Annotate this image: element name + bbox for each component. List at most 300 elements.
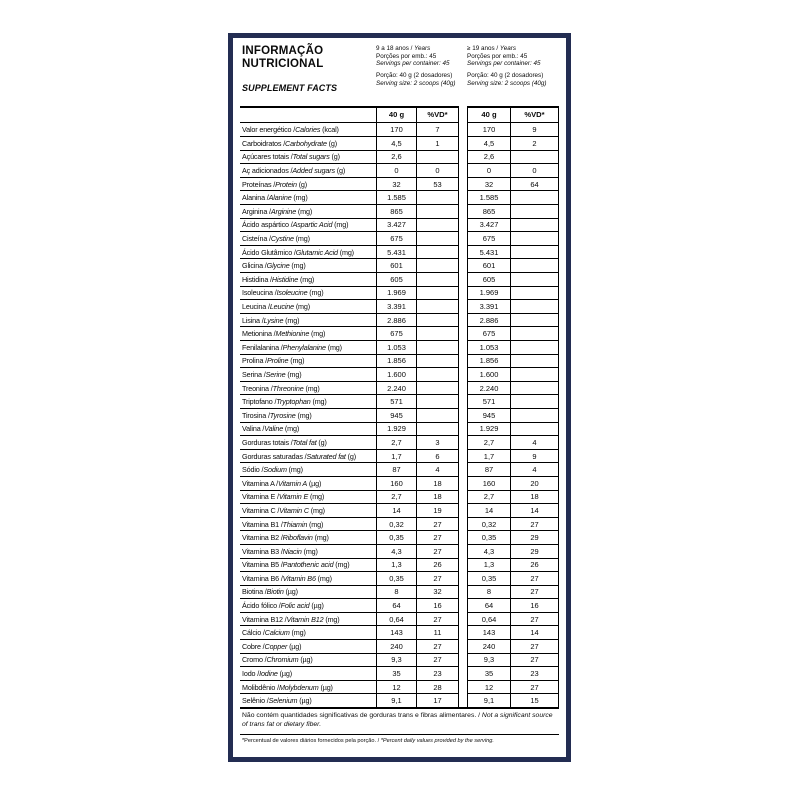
amount-cell-2: 9,1 (467, 693, 510, 707)
dv-cell-1 (416, 258, 459, 272)
amount-cell-1: 2,7 (376, 435, 416, 449)
amount-cell-2: 945 (467, 408, 510, 422)
dv-cell-1 (416, 299, 459, 313)
amount-cell-1: 865 (376, 204, 416, 218)
gap-cell (459, 299, 467, 313)
dv-cell-1 (416, 367, 459, 381)
table-row (240, 163, 559, 177)
row-label: Histidina / Histidine (mg) (240, 272, 376, 286)
dv-cell-2: 27 (510, 653, 559, 667)
dv-cell-1: 53 (416, 177, 459, 191)
row-label: Isoleucina / Isoleucine (mg) (240, 286, 376, 300)
gap-cell (459, 150, 467, 164)
dv-cell-2: 2 (510, 136, 559, 150)
dv-cell-1: 18 (416, 476, 459, 490)
row-label: Cobre / Copper (µg) (240, 639, 376, 653)
amount-cell-1: 5.431 (376, 245, 416, 259)
dv-cell-1 (416, 313, 459, 327)
gap-cell (459, 190, 467, 204)
amount-cell-1: 0,35 (376, 571, 416, 585)
table-row (240, 367, 559, 381)
dv-cell-1: 16 (416, 598, 459, 612)
amount-cell-2: 170 (467, 123, 510, 137)
table-row (240, 340, 559, 354)
dv-cell-2: 16 (510, 598, 559, 612)
table-row (240, 177, 559, 191)
table-row (240, 449, 559, 463)
table-row (240, 313, 559, 327)
servings-en-1: Servings per container: 45 (376, 60, 450, 68)
table-row (240, 218, 559, 232)
amount-cell-2: 1.856 (467, 354, 510, 368)
amount-cell-2: 0 (467, 163, 510, 177)
row-label: Cálcio / Calcium (mg) (240, 625, 376, 639)
amount-header-1: 40 g (376, 106, 416, 123)
row-label: Açúcares totais / Total sugars (g) (240, 150, 376, 164)
dv-cell-1: 1 (416, 136, 459, 150)
amount-cell-2: 2,7 (467, 490, 510, 504)
gap-cell (459, 680, 467, 694)
dv-cell-2 (510, 286, 559, 300)
amount-cell-2: 3.391 (467, 299, 510, 313)
table-row (240, 625, 559, 639)
label-header (240, 38, 559, 106)
dv-cell-1 (416, 204, 459, 218)
amount-cell-1: 1.969 (376, 286, 416, 300)
row-label: Ácido Glutâmico / Glutamic Acid (mg) (240, 245, 376, 259)
table-row (240, 503, 559, 517)
servings-en-2: Servings per container: 45 (467, 60, 541, 68)
dv-cell-2: 18 (510, 490, 559, 504)
amount-cell-1: 1.929 (376, 422, 416, 436)
dv-cell-2: 9 (510, 123, 559, 137)
row-label: Cisteína / Cystine (mg) (240, 231, 376, 245)
amount-cell-2: 12 (467, 680, 510, 694)
amount-cell-1: 0,35 (376, 530, 416, 544)
dv-cell-1 (416, 190, 459, 204)
gap-cell (459, 136, 467, 150)
table-row (240, 299, 559, 313)
gap-cell (459, 286, 467, 300)
dv-cell-2 (510, 218, 559, 232)
row-label: Vitamina E / Vitamin E (mg) (240, 490, 376, 504)
dv-cell-1 (416, 408, 459, 422)
dv-cell-1: 27 (416, 517, 459, 531)
table-row (240, 394, 559, 408)
amount-cell-2: 1,7 (467, 449, 510, 463)
dv-cell-2 (510, 204, 559, 218)
amount-cell-1: 87 (376, 462, 416, 476)
row-label: Vitamina B5 / Pantothenic acid (mg) (240, 558, 376, 572)
gap-cell (459, 612, 467, 626)
row-label: Selênio / Selenium (µg) (240, 693, 376, 707)
table-row (240, 435, 559, 449)
amount-cell-1: 12 (376, 680, 416, 694)
amount-cell-2: 571 (467, 394, 510, 408)
gap-cell (459, 517, 467, 531)
gap-cell (459, 381, 467, 395)
gap-cell (459, 598, 467, 612)
table-row (240, 680, 559, 694)
gap-cell (459, 476, 467, 490)
row-label: Vitamina B6 / Vitamin B6 (mg) (240, 571, 376, 585)
dv-cell-2 (510, 381, 559, 395)
amount-cell-1: 0,32 (376, 517, 416, 531)
amount-cell-2: 1.585 (467, 190, 510, 204)
row-label: Molibdênio / Molybdenum (µg) (240, 680, 376, 694)
gap-cell (459, 245, 467, 259)
row-label: Valor energético / Calories (kcal) (242, 124, 339, 134)
amount-cell-2: 2.886 (467, 313, 510, 327)
row-label: Vitamina A / Vitamin A (µg) (240, 476, 376, 490)
table-row (240, 258, 559, 272)
table-row (240, 558, 559, 572)
dv-cell-1: 26 (416, 558, 459, 572)
amount-cell-2: 35 (467, 666, 510, 680)
row-label: Sódio / Sodium (mg) (240, 462, 376, 476)
table-row (240, 639, 559, 653)
amount-cell-2: 865 (467, 204, 510, 218)
servings-pt-1: Porções por emb.: 45 (376, 52, 437, 60)
label-column-header (240, 106, 376, 123)
amount-cell-2: 0,64 (467, 612, 510, 626)
serving-info-group-2 (467, 45, 559, 106)
footnote-trans-fat: Não contém quantidades significativas de gorduras trans e fibras alimentares. / Not a significant source of trans fat or dietary fiber. (240, 707, 559, 734)
amount-cell-1: 170 (376, 123, 416, 137)
amount-cell-1: 675 (376, 326, 416, 340)
row-label: Fenilalanina / Phenylalanine (mg) (240, 340, 376, 354)
gap-cell (459, 326, 467, 340)
dv-cell-2: 20 (510, 476, 559, 490)
amount-cell-1: 1.600 (376, 367, 416, 381)
amount-cell-1: 3.427 (376, 218, 416, 232)
amount-cell-2: 0,35 (467, 530, 510, 544)
amount-cell-2: 4,3 (467, 544, 510, 558)
dv-cell-1 (416, 218, 459, 232)
title-line-1: INFORMAÇÃO (242, 45, 324, 57)
gap-cell (459, 258, 467, 272)
row-label: Gorduras saturadas / Saturated fat (g) (240, 449, 376, 463)
amount-cell-1: 9,1 (376, 693, 416, 707)
amount-cell-1: 143 (376, 625, 416, 639)
row-label: Cromo / Chromium (µg) (240, 653, 376, 667)
dv-cell-2: 9 (510, 449, 559, 463)
amount-cell-2: 8 (467, 585, 510, 599)
gap-cell (459, 177, 467, 191)
gap-cell (459, 435, 467, 449)
row-label: Iodo / Iodine (µg) (240, 666, 376, 680)
amount-cell-1: 2,6 (376, 150, 416, 164)
dv-cell-2: 14 (510, 625, 559, 639)
row-label: Aç adicionados / Added sugars (g) (240, 163, 376, 177)
amount-cell-1: 1,7 (376, 449, 416, 463)
amount-cell-1: 64 (376, 598, 416, 612)
dv-cell-1: 27 (416, 571, 459, 585)
dv-cell-1: 17 (416, 693, 459, 707)
table-row (240, 286, 559, 300)
amount-cell-1: 8 (376, 585, 416, 599)
gap-cell (459, 106, 467, 123)
gap-cell (459, 313, 467, 327)
nutrition-label (228, 33, 571, 762)
row-label: Triptofano / Tryptophan (mg) (240, 394, 376, 408)
amount-cell-1: 1.585 (376, 190, 416, 204)
amount-cell-1: 1.856 (376, 354, 416, 368)
gap-cell (459, 544, 467, 558)
portion-pt-1: Porção: 40 g (2 dosadores) (376, 72, 453, 80)
gap-cell (459, 163, 467, 177)
amount-cell-2: 601 (467, 258, 510, 272)
gap-cell (459, 354, 467, 368)
row-label: Metionina / Methionine (mg) (240, 326, 376, 340)
table-row (240, 231, 559, 245)
amount-cell-1: 32 (376, 177, 416, 191)
dv-cell-1: 27 (416, 653, 459, 667)
gap-cell (459, 340, 467, 354)
row-label: Prolina / Proline (mg) (240, 354, 376, 368)
table-row (240, 326, 559, 340)
dv-cell-1 (416, 231, 459, 245)
gap-cell (459, 218, 467, 232)
dv-cell-1 (416, 394, 459, 408)
row-label: Arginina / Arginine (mg) (240, 204, 376, 218)
dv-cell-2 (510, 245, 559, 259)
column-header-row (240, 106, 559, 123)
amount-cell-1: 945 (376, 408, 416, 422)
table-row (240, 150, 559, 164)
amount-cell-2: 2,7 (467, 435, 510, 449)
table-row (240, 190, 559, 204)
row-label: Vitamina B3 / Niacin (mg) (240, 544, 376, 558)
row-label: Lisina / Lysine (mg) (240, 313, 376, 327)
table-row (240, 666, 559, 680)
row-label: Ácido fólico / Folic acid (µg) (240, 598, 376, 612)
amount-cell-2: 87 (467, 462, 510, 476)
amount-cell-1: 605 (376, 272, 416, 286)
dv-cell-1: 28 (416, 680, 459, 694)
amount-cell-2: 0,32 (467, 517, 510, 531)
table-row (240, 598, 559, 612)
dv-cell-2 (510, 313, 559, 327)
gap-cell (459, 571, 467, 585)
amount-cell-2: 3.427 (467, 218, 510, 232)
amount-cell-1: 2.240 (376, 381, 416, 395)
amount-cell-2: 160 (467, 476, 510, 490)
dv-cell-1: 27 (416, 639, 459, 653)
dv-cell-1: 4 (416, 462, 459, 476)
nutrient-rows (240, 123, 559, 708)
row-label: Vitamina B2 / Riboflavin (mg) (240, 530, 376, 544)
amount-cell-1: 160 (376, 476, 416, 490)
dv-cell-1: 27 (416, 612, 459, 626)
dv-cell-1: 23 (416, 666, 459, 680)
table-row (240, 422, 559, 436)
row-label: Glicina / Glycine (mg) (240, 258, 376, 272)
dv-cell-1: 3 (416, 435, 459, 449)
amount-cell-1: 0,64 (376, 612, 416, 626)
dv-cell-2 (510, 231, 559, 245)
dv-cell-2 (510, 354, 559, 368)
amount-cell-2: 1.600 (467, 367, 510, 381)
gap-cell (459, 490, 467, 504)
age-range-2: ≥ 19 anos / Years (467, 45, 516, 52)
dv-cell-1: 27 (416, 544, 459, 558)
table-row (240, 408, 559, 422)
label-title-block (240, 45, 376, 106)
amount-cell-1: 1,3 (376, 558, 416, 572)
row-label: Vitamina B12 / Vitamin B12 (mg) (240, 612, 376, 626)
amount-cell-2: 675 (467, 326, 510, 340)
gap-cell (459, 462, 467, 476)
dv-cell-2: 4 (510, 462, 559, 476)
amount-cell-1: 4,3 (376, 544, 416, 558)
column-group-gap (459, 45, 467, 106)
gap-cell (459, 408, 467, 422)
gap-cell (459, 449, 467, 463)
dv-cell-2: 23 (510, 666, 559, 680)
dv-cell-2 (510, 340, 559, 354)
gap-cell (459, 503, 467, 517)
gap-cell (459, 231, 467, 245)
row-label: Alanina / Alanine (mg) (240, 190, 376, 204)
amount-cell-1: 35 (376, 666, 416, 680)
table-row (240, 136, 559, 150)
row-label: Tirosina / Tyrosine (mg) (240, 408, 376, 422)
amount-cell-2: 1.969 (467, 286, 510, 300)
dv-cell-1 (416, 326, 459, 340)
table-row (240, 571, 559, 585)
amount-cell-2: 240 (467, 639, 510, 653)
row-label: Vitamina B1 / Thiamin (mg) (240, 517, 376, 531)
table-row (240, 653, 559, 667)
gap-cell (459, 639, 467, 653)
portion-pt-2: Porção: 40 g (2 dosadores) (467, 72, 544, 80)
dv-cell-2 (510, 394, 559, 408)
dv-cell-2: 29 (510, 530, 559, 544)
dv-cell-2 (510, 422, 559, 436)
amount-cell-1: 601 (376, 258, 416, 272)
table-row (240, 245, 559, 259)
dv-cell-2 (510, 326, 559, 340)
row-label: Proteínas / Protein (g) (240, 177, 376, 191)
table-row (240, 462, 559, 476)
dv-cell-2 (510, 150, 559, 164)
age-range-1: 9 a 18 anos / Years (376, 45, 431, 52)
dv-cell-1: 6 (416, 449, 459, 463)
row-label: Serina / Serine (mg) (240, 367, 376, 381)
dv-cell-1 (416, 422, 459, 436)
supplement-facts-subtitle: SUPPLEMENT FACTS (242, 83, 338, 93)
table-row (240, 381, 559, 395)
table-row (240, 476, 559, 490)
gap-cell (459, 204, 467, 218)
amount-cell-2: 2,6 (467, 150, 510, 164)
gap-cell (459, 123, 467, 137)
dv-cell-2 (510, 258, 559, 272)
dv-cell-1: 32 (416, 585, 459, 599)
table-row (240, 544, 559, 558)
amount-cell-2: 1.053 (467, 340, 510, 354)
amount-cell-2: 1,3 (467, 558, 510, 572)
row-label: Carboidratos / Carbohydrate (g) (240, 136, 376, 150)
table-row (240, 612, 559, 626)
dv-cell-2 (510, 272, 559, 286)
gap-cell (459, 394, 467, 408)
row-label: Gorduras totais / Total fat (g) (240, 435, 376, 449)
amount-cell-2: 675 (467, 231, 510, 245)
gap-cell (459, 625, 467, 639)
servings-pt-2: Porções por emb.: 45 (467, 52, 528, 60)
amount-cell-1: 4,5 (376, 136, 416, 150)
dv-cell-1 (416, 381, 459, 395)
amount-cell-1: 3.391 (376, 299, 416, 313)
row-label: Ácido aspártico / Aspartic Acid (mg) (240, 218, 376, 232)
amount-cell-2: 2.240 (467, 381, 510, 395)
table-row (240, 272, 559, 286)
dv-cell-2: 14 (510, 503, 559, 517)
amount-cell-2: 143 (467, 625, 510, 639)
amount-cell-1: 240 (376, 639, 416, 653)
amount-cell-1: 571 (376, 394, 416, 408)
dv-cell-1 (416, 272, 459, 286)
dv-cell-2 (510, 408, 559, 422)
amount-cell-1: 2.886 (376, 313, 416, 327)
amount-cell-1: 675 (376, 231, 416, 245)
dv-cell-2: 0 (510, 163, 559, 177)
gap-cell (459, 422, 467, 436)
table-row (240, 123, 559, 137)
amount-cell-1: 9,3 (376, 653, 416, 667)
amount-cell-2: 14 (467, 503, 510, 517)
dv-cell-2: 27 (510, 680, 559, 694)
table-row (240, 585, 559, 599)
dv-cell-2 (510, 299, 559, 313)
amount-cell-1: 2,7 (376, 490, 416, 504)
dv-cell-1 (416, 286, 459, 300)
amount-header-2: 40 g (467, 106, 510, 123)
row-label: Valina / Valine (mg) (240, 422, 376, 436)
gap-cell (459, 653, 467, 667)
amount-cell-1: 1.053 (376, 340, 416, 354)
dv-cell-1: 18 (416, 490, 459, 504)
portion-en-2: Serving size: 2 scoops (40g) (467, 79, 547, 87)
dv-cell-2: 27 (510, 612, 559, 626)
dv-cell-2: 27 (510, 585, 559, 599)
dv-cell-1: 0 (416, 163, 459, 177)
dv-cell-2: 29 (510, 544, 559, 558)
amount-cell-2: 0,35 (467, 571, 510, 585)
title-line-2: NUTRICIONAL (242, 58, 324, 70)
table-row (240, 204, 559, 218)
gap-cell (459, 530, 467, 544)
dv-cell-1: 7 (416, 123, 459, 137)
amount-cell-2: 1.929 (467, 422, 510, 436)
dv-cell-1 (416, 340, 459, 354)
dv-header-2: %VD* (510, 106, 559, 123)
dv-cell-2: 27 (510, 571, 559, 585)
amount-cell-2: 9,3 (467, 653, 510, 667)
portion-en-1: Serving size: 2 scoops (40g) (376, 79, 456, 87)
gap-cell (459, 693, 467, 707)
amount-cell-1: 14 (376, 503, 416, 517)
amount-cell-2: 5.431 (467, 245, 510, 259)
amount-cell-2: 32 (467, 177, 510, 191)
dv-cell-2 (510, 367, 559, 381)
dv-cell-2: 26 (510, 558, 559, 572)
dv-cell-2: 27 (510, 517, 559, 531)
table-row (240, 530, 559, 544)
table-row (240, 517, 559, 531)
